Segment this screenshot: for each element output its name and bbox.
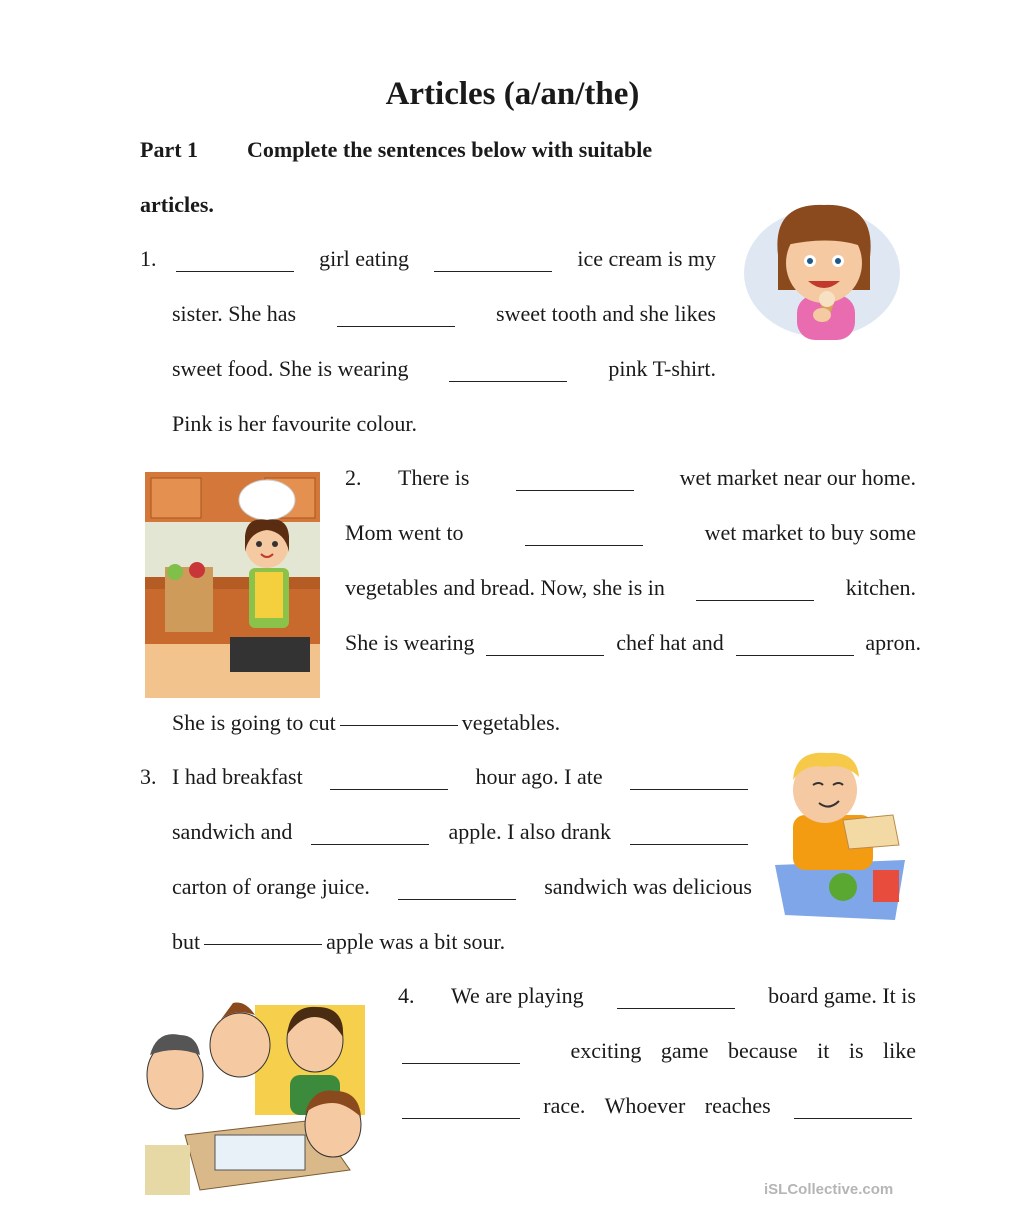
q3-line4: but apple was a bit sour. (172, 929, 506, 954)
answer-blank[interactable] (402, 1117, 520, 1119)
q1-line2: sister. She has sweet tooth and she likes (172, 301, 716, 326)
q3-line1: I had breakfast hour ago. I ate (172, 764, 752, 790)
answer-blank[interactable] (449, 380, 567, 382)
answer-blank[interactable] (525, 544, 643, 546)
answer-blank[interactable] (340, 724, 458, 726)
answer-blank[interactable] (330, 788, 448, 790)
q3-line2: sandwich and apple. I also drank (172, 819, 752, 845)
answer-blank[interactable] (794, 1117, 912, 1119)
answer-blank[interactable] (176, 270, 294, 272)
q2-line5: She is going to cut vegetables. (172, 710, 561, 735)
q2-number: 2. (345, 465, 362, 490)
answer-blank[interactable] (486, 654, 604, 656)
boy-sandwich-illustration (775, 745, 910, 920)
instruction-text: Complete the sentences below with suitable (247, 137, 653, 162)
answer-blank[interactable] (617, 1007, 735, 1009)
answer-blank[interactable] (696, 599, 814, 601)
answer-blank[interactable] (630, 788, 748, 790)
part-instruction (247, 137, 716, 163)
answer-blank[interactable] (204, 943, 322, 945)
q4-number: 4. (398, 983, 415, 1008)
q4-line2: exciting game because it is like (398, 1038, 916, 1064)
answer-blank[interactable] (736, 654, 854, 656)
answer-blank[interactable] (516, 489, 634, 491)
q1-line1: girl eating ice cream is my (172, 246, 716, 272)
answer-blank[interactable] (398, 898, 516, 900)
girl-ice-cream-illustration (742, 195, 907, 340)
q1-number: 1. (140, 246, 157, 271)
q1-line4: Pink is her favourite colour. (172, 411, 418, 436)
answer-blank[interactable] (311, 843, 429, 845)
q4-line1: We are playing board game. It is (451, 983, 916, 1008)
page-title: Articles (a/an/the) (385, 76, 640, 112)
answer-blank[interactable] (630, 843, 748, 845)
q1-line3: sweet food. She is wearing pink T-shirt. (172, 356, 716, 381)
part-instruction-cont: articles. (140, 192, 214, 217)
q2-line3: vegetables and bread. Now, she is in kitchen. (345, 575, 916, 600)
watermark: iSLCollective.com (764, 1181, 894, 1198)
q2-line1: There is wet market near our home. (398, 465, 916, 490)
part-label: Part 1 (140, 137, 199, 162)
chef-mom-kitchen-illustration (145, 472, 320, 698)
answer-blank[interactable] (434, 270, 552, 272)
answer-blank[interactable] (337, 325, 455, 327)
q3-line3: carton of orange juice. sandwich was delicious (172, 874, 752, 899)
family-board-game-illustration (145, 995, 365, 1195)
q2-line2: Mom went to wet market to buy some (345, 520, 916, 545)
q3-number: 3. (140, 764, 157, 789)
q2-line4: She is wearing chef hat and apron. (345, 630, 921, 655)
answer-blank[interactable] (402, 1062, 520, 1064)
q4-line3: race. Whoever reaches (398, 1093, 916, 1119)
